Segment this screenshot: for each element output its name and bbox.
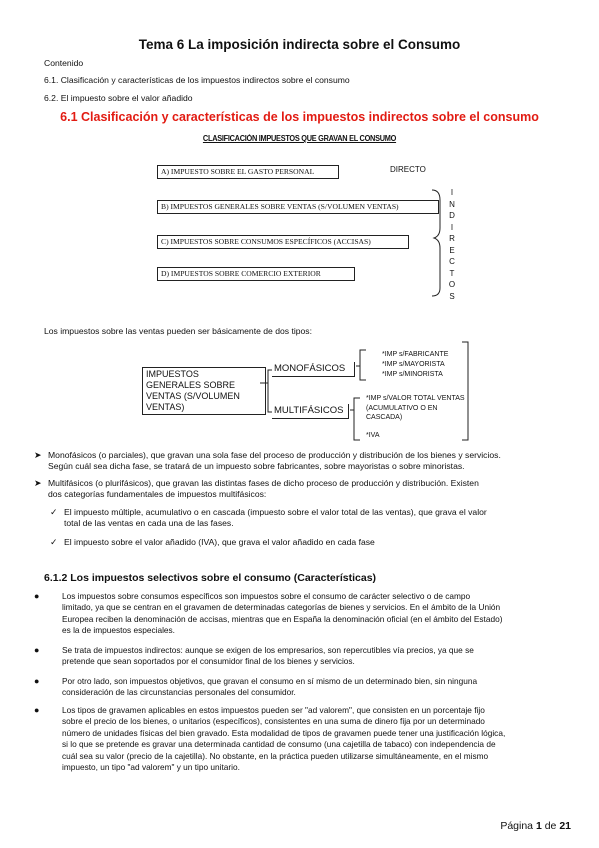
bullet-line: Monofásicos (o parciales), que gravan una sola fase del proceso de producción y distribución de los bienes y servicios. bbox=[48, 450, 501, 460]
intro-types: Los impuestos sobre las ventas pueden ser básicamente de dos tipos: bbox=[44, 326, 312, 336]
paragraph-line: Se trata de impuestos indirectos: aunque se exigen de los empresarios, son repercutibles vía precios, ya que se bbox=[62, 645, 474, 655]
page-of: de bbox=[544, 820, 557, 832]
subsection-title: 6.1.2 Los impuestos selectivos sobre el consumo (Características) bbox=[44, 572, 377, 584]
classification-box-d: D) IMPUESTOS SOBRE COMERCIO EXTERIOR bbox=[157, 267, 355, 281]
multi-item: *IMP s/VALOR TOTAL VENTAS bbox=[366, 395, 465, 402]
check-icon: ✓ bbox=[50, 537, 58, 547]
main-box-line: IMPUESTOS bbox=[146, 369, 199, 379]
indirectos-letter: N bbox=[449, 199, 455, 209]
mono-item: *IMP s/MINORISTA bbox=[382, 371, 443, 378]
mono-item: *IMP s/FABRICANTE bbox=[382, 351, 449, 358]
paragraph-2 bbox=[62, 645, 572, 668]
bullet-dot-icon: ● bbox=[34, 645, 40, 655]
paragraph-line: Los impuestos sobre consumos específicos son impuestos sobre el consumo de carácter selectivo o de campo bbox=[62, 591, 471, 601]
paragraph-line: es la de impuestos especiales. bbox=[62, 625, 175, 636]
paragraph-line: si lo que se pretende es gravar una determinada cantidad de consumo (una cajetilla de tabaco) con independencia de bbox=[62, 739, 496, 750]
page-label: Página bbox=[500, 820, 534, 832]
classification-box-c: C) IMPUESTOS SOBRE CONSUMOS ESPECÍFICOS (ACCISAS) bbox=[157, 235, 409, 249]
indirectos-letter: O bbox=[448, 280, 456, 289]
paragraph-line: consideración de las circunstancias personales del consumidor. bbox=[62, 687, 296, 698]
paragraph-line: Europea reciben la denominación de accisas, mientras que en España la denominación oficial (en el ámbito del Estado) bbox=[62, 613, 503, 624]
main-box-line: GENERALES SOBRE bbox=[146, 380, 236, 390]
page-total: 21 bbox=[559, 820, 571, 832]
multi-item: (ACUMULATIVO O EN bbox=[366, 404, 438, 412]
paragraph-line: sobre el precio de los bienes, o unitarios (específicos), consistentes en una suma de dinero fija por un determinado bbox=[62, 716, 485, 727]
document-title: Tema 6 La imposición indirecta sobre el Consumo bbox=[138, 37, 461, 52]
mono-brace bbox=[356, 350, 366, 380]
classification-title: CLASIFICACIÓN IMPUESTOS QUE GRAVAN EL CONSUMO bbox=[202, 134, 397, 143]
indirectos-letter: I bbox=[450, 188, 454, 197]
paragraph-line: pretende que sean soportados por el consumidor final de los bienes y servicios. bbox=[62, 656, 355, 667]
indirectos-letter: E bbox=[449, 245, 455, 255]
indirectos-letter: T bbox=[449, 268, 455, 278]
indirectos-letter: I bbox=[450, 222, 454, 232]
indirectos-brace bbox=[432, 190, 440, 296]
paragraph-line: limitado, ya que se centran en el gravamen de determinadas categorías de bienes y servicios. En el ámbito de la Unión bbox=[62, 602, 501, 613]
check-line: total de las ventas en cada una de las fases. bbox=[64, 518, 234, 529]
bullet-dot-icon: ● bbox=[34, 591, 40, 601]
paragraph-line: cuál sea su valor (precio de la cajetilla). No obstante, en la práctica pueden utilizarse simultáneamente, en el mismo bbox=[62, 750, 489, 761]
multifasicos-box: MULTIFÁSICOS bbox=[272, 404, 349, 419]
paragraph-3 bbox=[62, 676, 572, 699]
page-number bbox=[500, 820, 571, 832]
arrow-bullet-icon: ➤ bbox=[34, 450, 42, 460]
contents-item-1: 6.1. Clasificación y características de los impuestos indirectos sobre el consumo bbox=[44, 75, 350, 85]
multi-item: *IVA bbox=[366, 431, 380, 439]
contents-heading: Contenido bbox=[44, 58, 84, 68]
bullet-line: Multifásicos (o plurifásicos), que gravan las distintas fases de dicho proceso de producción y distribución. Existen bbox=[48, 478, 479, 488]
directo-label: DIRECTO bbox=[390, 165, 426, 174]
main-box-line: VENTAS) bbox=[146, 402, 185, 412]
contents-item-2: 6.2. El impuesto sobre el valor añadido bbox=[44, 93, 193, 103]
multi-item: CASCADA) bbox=[366, 414, 403, 421]
bullet-dot-icon: ● bbox=[34, 676, 40, 686]
section-title: 6.1 Clasificación y características de los impuestos indirectos sobre el consumo bbox=[60, 110, 539, 124]
check-item-acumulativo bbox=[64, 507, 578, 530]
multi-items bbox=[366, 394, 465, 440]
paragraph-1 bbox=[62, 591, 572, 637]
check-line: El impuesto múltiple, acumulativo o en cascada (impuesto sobre el valor total de las ventas), que grava el valor bbox=[64, 507, 487, 517]
paragraph-line: Por otro lado, son impuestos objetivos, que gravan el consumo en sí mismo de un determinado bien, sin ninguna bbox=[62, 676, 478, 686]
classification-box-a: A) IMPUESTO SOBRE EL GASTO PERSONAL bbox=[157, 165, 339, 179]
check-icon: ✓ bbox=[50, 507, 58, 517]
paragraph-line: impuesto, un tipo "ad valorem" y un tipo unitario. bbox=[62, 762, 240, 773]
indirectos-letter: R bbox=[449, 234, 455, 243]
multi-brace bbox=[350, 398, 360, 440]
indirectos-letter: C bbox=[449, 257, 455, 266]
monofasicos-box: MONOFÁSICOS bbox=[272, 362, 355, 377]
arrow-bullet-icon: ➤ bbox=[34, 478, 42, 488]
bullet-dot-icon: ● bbox=[34, 705, 40, 715]
paragraph-line: número de unidades físicas del bien gravado. Esta modalidad de tipos de gravamen puede tener una justificación lógica, bbox=[62, 727, 506, 738]
bullet-line: Según cuál sea dicha fase, se tratará de un impuesto sobre fabricantes, sobre mayoristas o sobre minoristas. bbox=[48, 461, 465, 472]
bullet-line: dos categorías fundamentales de impuestos multifásicos: bbox=[48, 489, 267, 500]
mono-items bbox=[382, 350, 448, 380]
main-box-line: VENTAS (S/VOLUMEN bbox=[146, 391, 240, 401]
paragraph-line: Los tipos de gravamen aplicables en estos impuestos pueden ser "ad valorem", que consisten en un porcentaje fijo bbox=[62, 705, 485, 715]
mono-item: *IMP s/MAYORISTA bbox=[382, 361, 445, 368]
classification-box-b: B) IMPUESTOS GENERALES SOBRE VENTAS (S/VOLUMEN VENTAS) bbox=[157, 200, 439, 214]
bullet-multifasicos bbox=[48, 478, 578, 501]
bullet-monofasicos bbox=[48, 450, 578, 473]
check-line: El impuesto sobre el valor añadido (IVA), que grava el valor añadido en cada fase bbox=[64, 537, 375, 547]
indirectos-letter: S bbox=[449, 291, 455, 301]
indirectos-letter: D bbox=[449, 211, 455, 220]
paragraph-4 bbox=[62, 705, 572, 773]
main-tax-box bbox=[142, 367, 266, 415]
check-item-iva bbox=[64, 537, 578, 548]
page-current: 1 bbox=[535, 820, 542, 832]
